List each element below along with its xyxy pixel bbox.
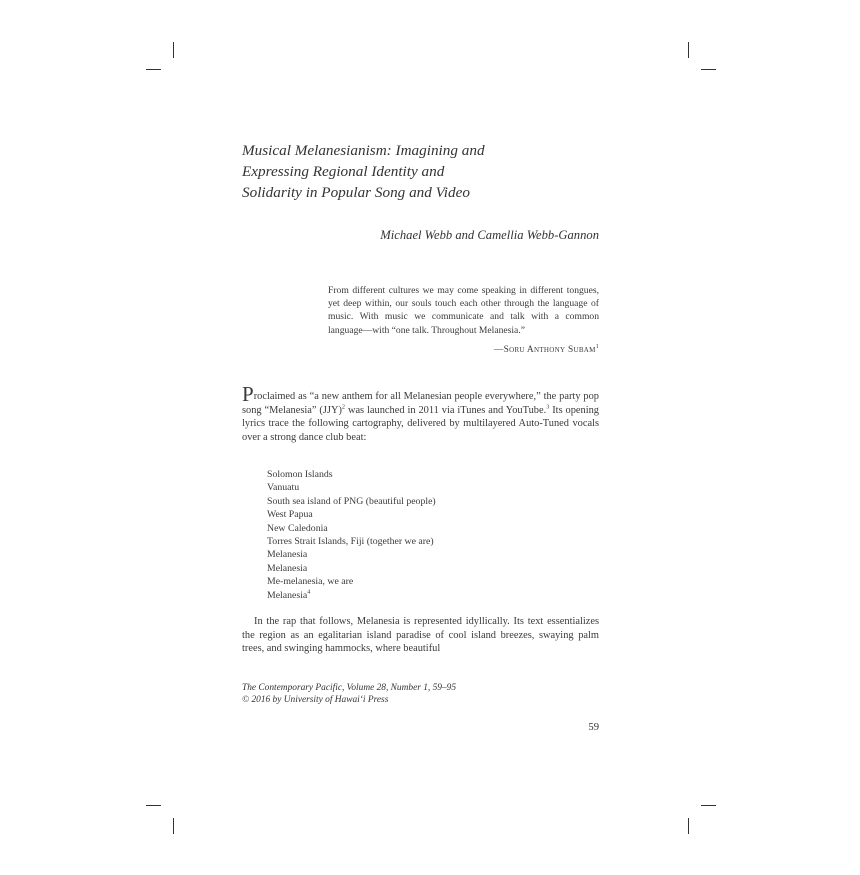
body-paragraph [242,382,600,444]
crop-mark [173,818,174,834]
crop-mark [146,69,161,70]
title-line: Solidarity in Popular Song and Video [242,184,470,201]
lyric-line: South sea island of PNG (beautiful people) [267,495,436,507]
crop-mark [701,805,716,806]
lyrics-block [267,468,567,602]
lyric-line [267,589,567,602]
lyric-line: Vanuatu [267,482,300,494]
crop-mark [146,805,161,806]
crop-mark [701,69,716,70]
lyric-line: New Caledonia [267,522,328,534]
page-number: 59 [588,722,599,733]
lyric-line: Melanesia [267,549,308,561]
paragraph-text: roclaimed as “a new anthem for all Melanesian people everywhere,” the party pop song “Melanesia” (JJY) [242,391,599,416]
article-title [242,140,562,203]
journal-footer [242,683,599,706]
lyric-line: Solomon Islands [267,469,333,480]
crop-mark [688,818,689,834]
epigraph [328,284,599,337]
footnote-ref: 1 [595,343,599,350]
copyright-line: © 2016 by University of Hawai‘i Press [242,694,389,705]
crop-mark [173,42,174,58]
lyric-line: Melanesia [267,562,308,574]
attribution-text: —Soru Anthony Subam [493,345,596,355]
drop-cap: P [242,382,254,406]
article-authors: Michael Webb and Camellia Webb-Gannon [380,228,599,242]
lyric-text: Melanesia [267,589,308,601]
paragraph-text: was launched in 2011 via iTunes and YouTube. [345,404,547,416]
paragraph-text: Its opening lyrics trace the following cartography, delivered by multilayered Auto-Tuned vocals over a strong dance club beat: [242,404,600,443]
body-paragraph: In the rap that follows, Melanesia is represented idyllically. Its text essentializes the region as an egalitarian island paradise of cool island breezes, swaying palm trees, and swinging hammocks, where beautiful [242,616,599,655]
journal-citation: The Contemporary Pacific, Volume 28, Number 1, 59–95 [242,683,457,693]
footnote-ref: 4 [307,588,311,596]
lyric-line: West Papua [267,509,313,521]
title-line: Expressing Regional Identity and [242,163,445,180]
lyric-line: Me-melanesia, we are [267,576,354,588]
lyric-line: Torres Strait Islands, Fiji (together we are) [267,536,434,548]
epigraph-text: From different cultures we may come speaking in different tongues, yet deep within, our souls touch each other through the language of music. With music we communicate and talk with a common language—with “one talk. Throughout Melanesia.” [328,285,599,336]
title-line: Musical Melanesianism: Imagining and [242,142,485,159]
footnote-ref: 3 [546,403,550,411]
footnote-ref: 2 [341,403,346,411]
epigraph-attribution [328,345,599,355]
crop-mark [688,42,689,58]
